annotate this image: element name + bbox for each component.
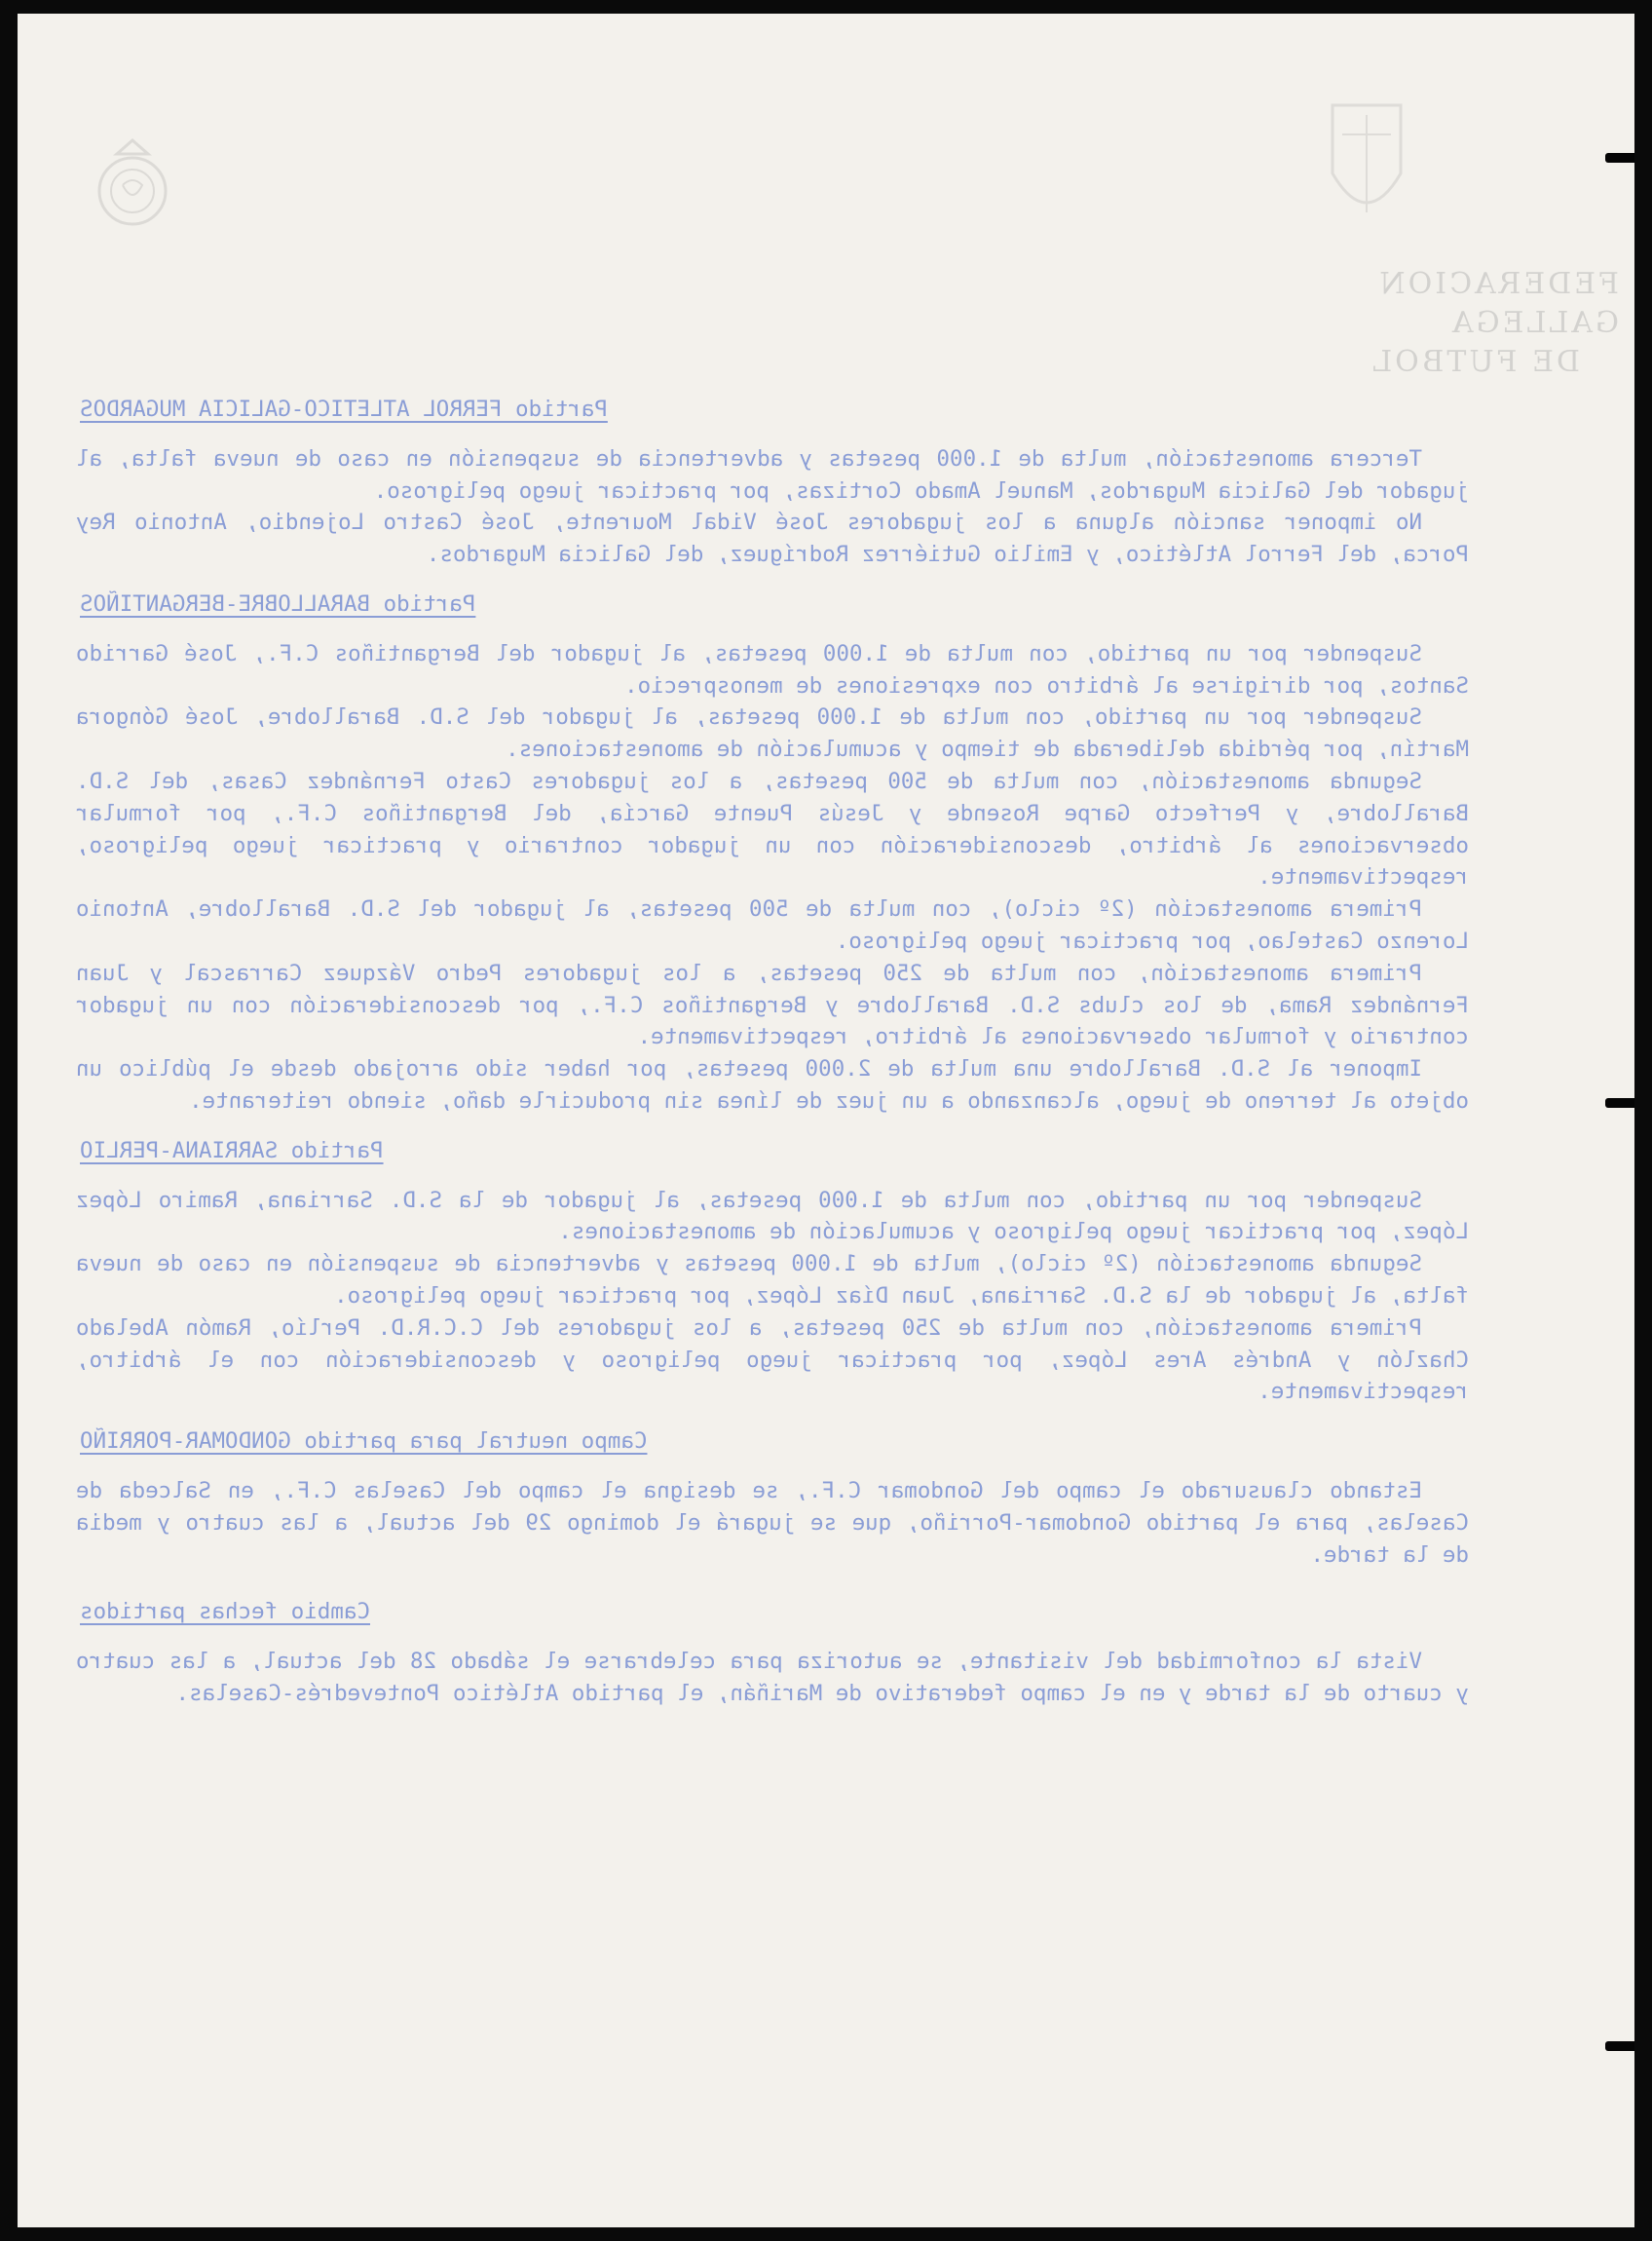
section-paragraph: Suspender por un partido, con multa de 1.000 pesetas, al jugador del S.D. Barallobre, José Góngora Martín, por pérdida deliberada de tiempo y acumulación de amonestaciones. — [76, 704, 1469, 763]
binder-hole-mark — [1605, 2041, 1634, 2051]
section-paragraph: Segunda amonestación (2º ciclo), multa de 1.000 pesetas y advertencia de suspensión en caso de nueva falta, al jugador de la S.D. Sarriana, Juan Díaz López, por practicar juego peligroso. — [76, 1251, 1469, 1309]
section-heading: Campo neutral para partido GONDOMAR-PORRIÑO — [80, 1428, 648, 1455]
section-paragraph: Suspender por un partido, con multa de 1.000 pesetas, al jugador de la S.D. Sarriana, Ramiro López López, por practicar juego peligroso y acumulación de amonestaciones. — [76, 1187, 1469, 1245]
section-paragraph: No imponer sanción alguna a los jugadores José Vidal Mourente, José Castro Lojendio, Antonio Rey Porca, del Ferrol Atlético, y Emilio Gutiérrez Rodríguez, del Galicia Mugardos. — [76, 510, 1469, 568]
federation-seal-icon — [88, 136, 177, 234]
section-paragraph: Primera amonestación (2º ciclo), con multa de 500 pesetas, al jugador del S.D. Barallobre, Antonio Lorenzo Castelao, por practicar juego peligroso. — [76, 896, 1469, 954]
section-paragraph: Suspender por un partido, con multa de 1.000 pesetas, al jugador del Bergantiños C.F., José Garrido Santos, por dirigirse al árbitro con expresiones de menosprecio. — [76, 640, 1469, 699]
section-heading: Cambio fechas partidos — [80, 1599, 371, 1625]
binder-hole-mark — [1605, 1098, 1634, 1108]
letterhead-line-1: FEDERACION GALLEGA — [1376, 267, 1619, 340]
section-paragraph: Vista la conformidad del visitante, se autoriza para celebrarse el sábado 28 del actual, a las cuatro y cuarto de la tarde y en el campo federativo de Mariñán, el partido Atlético Pontevedrés-Caselas. — [76, 1649, 1469, 1706]
bleed-through-text — [76, 394, 1469, 1710]
document-page — [18, 14, 1634, 2227]
letterhead-line-2: DE FUTBOL — [1370, 345, 1580, 379]
letterhead-org-name — [1210, 265, 1619, 382]
section-paragraph: Imponer al S.D. Barallobre una multa de 2.000 pesetas, por haber sido arrojado desde el público un objeto al terreno de juego, alcanzando a un juez de línea sin producirle daño, siendo reiterante. — [76, 1056, 1469, 1114]
crest-icon — [1323, 95, 1410, 242]
binder-hole-mark — [1605, 153, 1634, 163]
section-heading: Partido BARALLOBRE-BERGANTIÑOS — [80, 590, 476, 617]
section-heading: Partido SARRIANA-PERLIO — [80, 1137, 384, 1163]
section-heading: Partido FERROL ATLETICO-GALICIA MUGARDOS — [80, 397, 608, 422]
section-paragraph: Estando clausurado el campo del Gondomar C.F., se designa el campo del Caselas C.F., en Salceda de Caselas, para el partido Gondomar-Porriño, que se jugará el domingo 29 del actual, a las cuatro y media de la tarde. — [76, 1477, 1469, 1568]
section-paragraph: Primera amonestación, con multa de 250 pesetas, a los jugadores del C.C.R.D. Perlío, Ramón Abelado Chazlón y Andrés Ares López, por practicar juego peligroso y desconsideración con el árbitro, respectivamente. — [76, 1314, 1469, 1405]
section-paragraph: Tercera amonestación, multa de 1.000 pesetas y advertencia de suspensión en caso de nueva falta, al jugador del Galicia Mugardos, Manuel Amado Cortizas, por practicar juego peligroso. — [76, 445, 1469, 504]
section-paragraph: Segunda amonestación, con multa de 500 pesetas, a los jugadores Casto Fernández Casas, del S.D. Barallobre, y Perfecto Garpe Rosende y Jesús Puente García, del Bergantiños C.F., por formular observaciones al árbitro, desconsideración con un jugador contrario y practicar juego peligroso, respectivamente. — [76, 768, 1469, 891]
section-paragraph: Primera amonestación, con multa de 250 pesetas, a los jugadores Pedro Vázquez Carrascal y Juan Fernández Rama, de los clubs S.D. Barallobre y Bergantiños C.F., por desconsideración con un jugador contrario y formular observaciones al árbitro, respectivamente. — [76, 960, 1469, 1050]
